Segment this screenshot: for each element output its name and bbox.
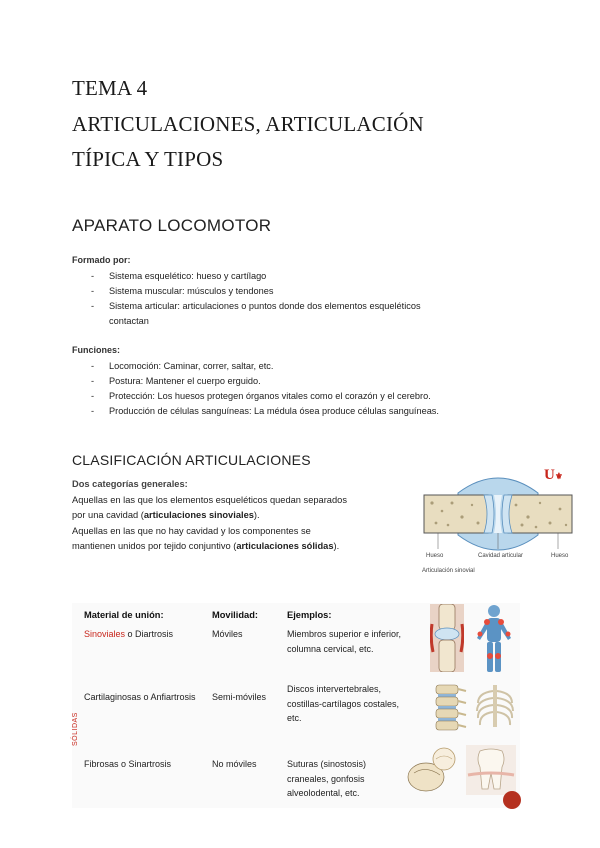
- formado-list: [91, 269, 531, 329]
- doc-title-line3: TÍPICA Y TIPOS: [72, 147, 224, 171]
- list-item: - Postura: Mantener el cuerpo erguido.: [91, 376, 261, 386]
- bone-left: [424, 495, 488, 533]
- table-cell-material: Fibrosas o Sinartrosis: [84, 759, 172, 769]
- side-label-solidas: SÓLIDAS: [72, 712, 79, 746]
- table-cell-movilidad: No móviles: [212, 759, 257, 769]
- clasificacion-paragraph: [72, 477, 402, 555]
- table-cell-movilidad: Móviles: [212, 629, 243, 639]
- list-item: - Producción de células sanguíneas: La médula ósea produce células sanguíneas.: [91, 406, 439, 416]
- funciones-label: Funciones:: [72, 345, 121, 355]
- section-heading-locomotor: APARATO LOCOMOTOR: [72, 216, 272, 235]
- table-cell-ejemplos: Suturas (sinostosis) craneales, gonfosis alveolodental, etc.: [287, 759, 367, 798]
- list-item: - Locomoción: Caminar, correr, saltar, etc.: [91, 361, 274, 371]
- para-line: Aquellas en las que los elementos esqueléticos quedan separados: [72, 494, 347, 505]
- caption-hueso-left: Hueso: [426, 553, 444, 559]
- table-cell-ejemplos: Miembros superior e inferior, columna cervical, etc.: [287, 629, 402, 654]
- ribcage-image: [474, 683, 516, 733]
- list-item: - Protección: Los huesos protegen órganos vitales como el corazón y el cerebro.: [91, 391, 431, 401]
- table-header-movilidad: Movilidad:: [212, 610, 258, 620]
- section-heading-clasificacion: CLASIFICACIÓN ARTICULACIONES: [72, 452, 311, 468]
- caption-cavidad: Cavidad articular: [478, 553, 524, 559]
- formado-label: Formado por:: [72, 255, 131, 265]
- bone-right: [508, 495, 572, 533]
- knee-joint-image: [430, 604, 464, 672]
- table-cell-material: Sinoviales o Diartrosis: [84, 629, 174, 639]
- synovial-joint-figure: [418, 465, 578, 580]
- table-header-ejemplos: Ejemplos:: [287, 610, 332, 620]
- list-item-continuation: contactan: [109, 316, 149, 326]
- doc-title-line2: ARTICULACIONES, ARTICULACIÓN: [72, 112, 424, 136]
- intro-label: Dos categorías generales:: [72, 479, 188, 489]
- university-logo: U⚜: [544, 467, 563, 483]
- vertebrae-image: [430, 683, 468, 731]
- list-item: - Sistema muscular: músculos y tendones: [91, 286, 274, 296]
- caption-sub: Articulación sinovial: [422, 568, 475, 574]
- list-item: - Sistema articular: articulaciones o puntos donde dos elementos esqueléticos: [91, 301, 421, 311]
- corner-badge-icon: [503, 791, 521, 809]
- caption-hueso-right: Hueso: [551, 553, 569, 559]
- tooth-image: [466, 745, 516, 795]
- para-line: mantienen unidos por tejido conjuntivo (articulaciones sólidas).: [72, 541, 340, 551]
- para-line: Aquellas en las que no hay cavidad y los componentes se: [72, 525, 311, 536]
- skull-image: [404, 745, 458, 795]
- table-cell-material: Cartilaginosas o Anfiartrosis: [84, 692, 196, 702]
- para-line: por una cavidad (articulaciones sinoviales).: [72, 510, 260, 520]
- table-cell-movilidad: Semi-móviles: [212, 692, 267, 702]
- table-header-material: Material de unión:: [84, 610, 164, 620]
- funciones-list: [91, 359, 551, 419]
- doc-title-line1: TEMA 4: [72, 76, 148, 100]
- body-joints-image: [472, 604, 516, 674]
- list-item: - Sistema esquelético: hueso y cartílago: [91, 271, 267, 281]
- table-cell-ejemplos: Discos intervertebrales, costillas-cartílagos costales, etc.: [287, 684, 400, 723]
